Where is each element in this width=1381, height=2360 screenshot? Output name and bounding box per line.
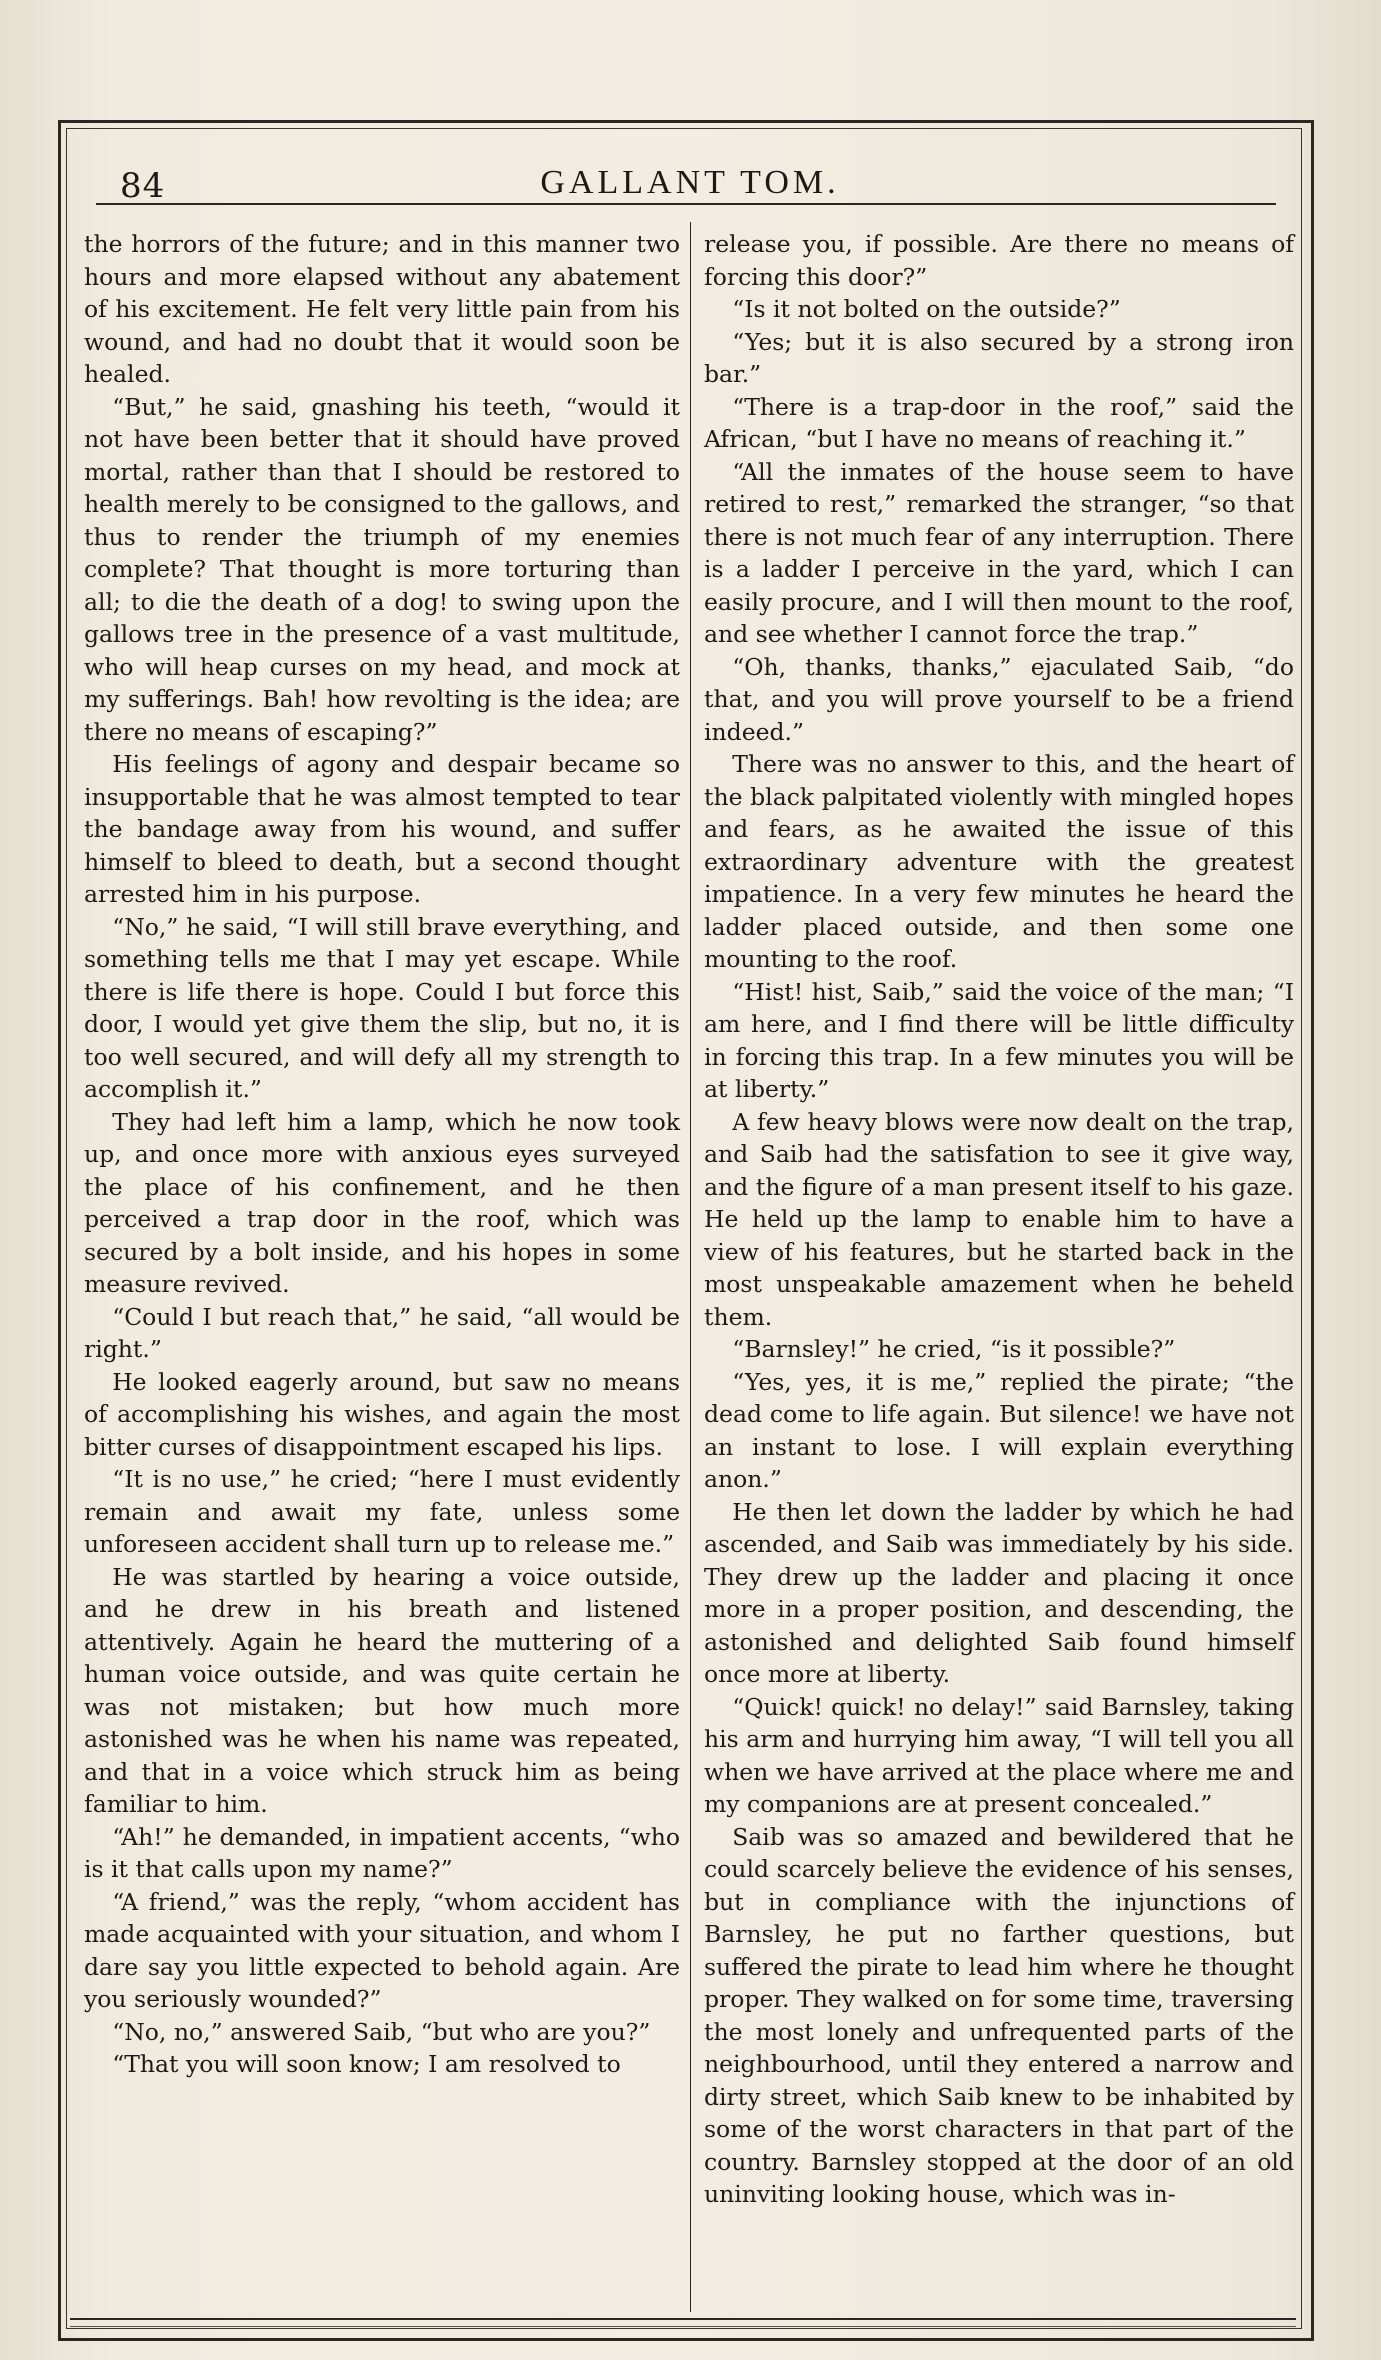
header-rule — [96, 203, 1276, 205]
paragraph: “Hist! hist, Saib,” said the voice of the man; “I am here, and I find there will be little difficulty in forcing this trap. In a few minutes you will be at liberty.” — [704, 977, 1294, 1103]
paragraph: “Could I but reach that,” he said, “all would be right.” — [84, 1302, 680, 1363]
paragraph: the horrors of the future; and in this manner two hours and more elapsed without any abatement of his excitement. He felt very little pain from his wound, and had no doubt that it would soon be healed. — [84, 230, 680, 388]
paragraph: “No, no,” answered Saib, “but who are you?” — [112, 2017, 651, 2046]
paragraph: He then let down the ladder by which he had ascended, and Saib was immediately by his side. They drew up the ladder and placing it once more in a proper position, and descending, the astonished and delighted Saib found himself once more at liberty. — [704, 1497, 1294, 1688]
bottom-rule-thin — [70, 2326, 1296, 2327]
paragraph: release you, if possible. Are there no means of forcing this door?” — [704, 230, 1294, 291]
running-head: GALLANT TOM. — [540, 164, 840, 201]
paragraph: They had left him a lamp, which he now took up, and once more with anxious eyes surveyed the place of his confinement, and he then perceived a trap door in the roof, which was secured by a bolt inside, and his hopes in some measure revived. — [84, 1107, 680, 1298]
paragraph: “Barnsley!” he cried, “is it possible?” — [732, 1335, 1176, 1363]
paragraph: “That you will soon know; I am resolved to — [112, 2050, 621, 2078]
paragraph: “Yes, yes, it is me,” replied the pirate; “the dead come to life again. But silence! we have not an instant to lose. I will explain everything anon.” — [704, 1367, 1294, 1493]
paragraph: Saib was so amazed and bewildered that he could scarcely believe the evidence of his senses, but in compliance with the injunctions of Barnsley, he put no farther questions, but suffered the pirate to lead him where he thought proper. They walked on for some time, traversing the most lonely and unfrequented parts of the neighbourhood, until they entered a narrow and dirty street, which Saib knew to be inhabited by some of the worst characters in that part of the country. Barnsley stopped at the door of an old uninviting looking house, which was in- — [704, 1822, 1294, 2208]
paragraph: “Oh, thanks, thanks,” ejaculated Saib, “do that, and you will prove yourself to be a friend indeed.” — [704, 652, 1294, 746]
paragraph: “Quick! quick! no delay!” said Barnsley, taking his arm and hurrying him away, “I will tell you all when we have arrived at the place where me and my companions are at present concealed.” — [704, 1692, 1294, 1818]
paragraph: He was startled by hearing a voice outside, and he drew in his breath and listened attentively. Again he heard the muttering of a human voice outside, and was quite certain he was not mistaken; but how much more astonished was he when his name was repeated, and that in a voice which struck him as being familiar to him. — [84, 1562, 680, 1818]
paragraph: “All the inmates of the house seem to have retired to rest,” remarked the stranger, “so that there is not much fear of any interruption. There is a ladder I perceive in the yard, which I can easily procure, and I will then mount to the roof, and see whether I cannot force the trap.” — [704, 457, 1294, 648]
paragraph: “Ah!” he demanded, in impatient accents, “who is it that calls upon my name?” — [84, 1822, 680, 1883]
right-column — [704, 228, 1294, 2211]
bottom-rule — [70, 2318, 1296, 2320]
paragraph: “It is no use,” he cried; “here I must evidently remain and await my fate, unless some unforeseen accident shall turn up to release me.” — [84, 1465, 680, 1558]
paragraph: “A friend,” was the reply, “whom accident has made acquainted with your situation, and whom I dare say you little expected to behold again. Are you seriously wounded?” — [84, 1887, 680, 2013]
paragraph: His feelings of agony and despair became so insupportable that he was almost tempted to tear the bandage away from his wound, and suffer himself to bleed to death, but a second thought arrested him in his purpose. — [84, 750, 680, 908]
paragraph: “Yes; but it is also secured by a strong iron bar.” — [704, 327, 1294, 388]
page-number: 84 — [120, 166, 166, 206]
paragraph: “No,” he said, “I will still brave everything, and something tells me that I may yet escape. While there is life there is hope. Could I but force this door, I would yet give them the slip, but no, it is too well secured, and will defy all my strength to accomplish it.” — [84, 912, 680, 1103]
column-divider — [690, 222, 691, 2312]
paragraph: “But,” he said, gnashing his teeth, “would it not have been better that it should have proved mortal, rather than that I should be restored to health merely to be consigned to the gallows, and thus to render the triumph of my enemies complete? That thought is more torturing than all; to die the death of a dog! to swing upon the gallows tree in the presence of a vast multitude, who will heap curses on my head, and mock at my sufferings. Bah! how revolting is the idea; are there no means of escaping?” — [84, 392, 680, 746]
paragraph: He looked eagerly around, but saw no means of accomplishing his wishes, and again the most bitter curses of disappointment escaped his lips. — [84, 1367, 680, 1461]
paragraph: A few heavy blows were now dealt on the trap, and Saib had the satisfation to see it give way, and the figure of a man present itself to his gaze. He held up the lamp to enable him to have a view of his features, but he started back in the most unspeakable amazement when he beheld them. — [704, 1107, 1294, 1331]
paragraph: “Is it not bolted on the outside?” — [732, 295, 1121, 323]
paragraph: There was no answer to this, and the heart of the black palpitated violently with mingled hopes and fears, as he awaited the issue of this extraordinary adventure with the greatest impatience. In a very few minutes he heard the ladder placed outside, and then some one mounting to the roof. — [704, 750, 1294, 973]
left-column — [84, 228, 680, 2081]
paragraph: “There is a trap-door in the roof,” said the African, “but I have no means of reaching it.” — [704, 392, 1294, 453]
